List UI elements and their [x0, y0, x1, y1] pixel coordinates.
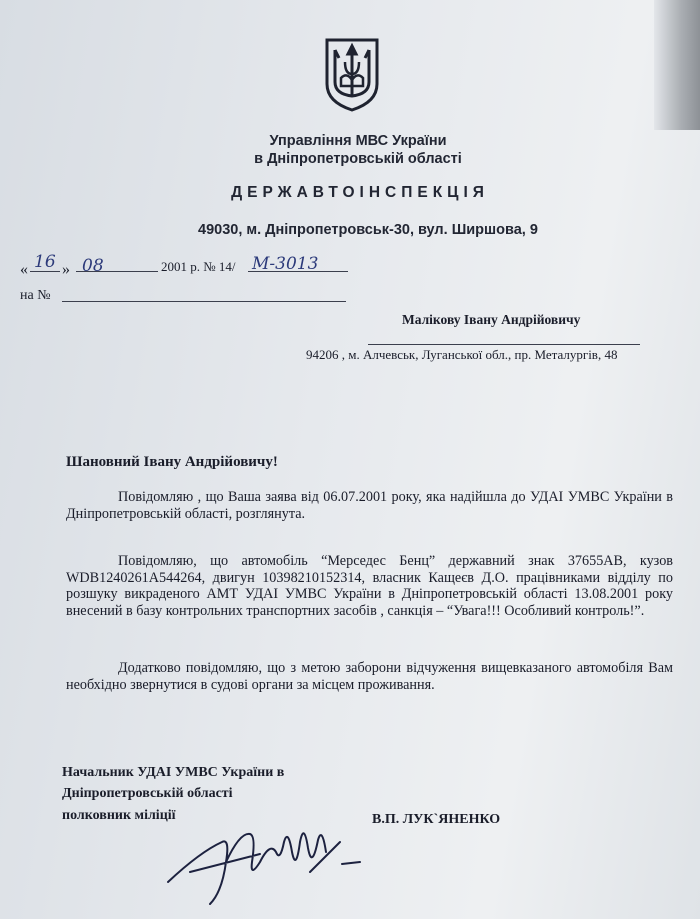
signatory-rank: полковник міліції	[62, 808, 176, 823]
signatory-name: В.П. ЛУК`ЯНЕНКО	[372, 812, 501, 827]
salutation: Шановний Івану Андрійовичу!	[66, 454, 278, 470]
header-ministry: Управління МВС України	[269, 133, 447, 149]
page-edge-shadow	[654, 0, 700, 130]
date-year-number: 2001 р. № 14/	[161, 259, 236, 274]
date-close-quote: »	[62, 261, 70, 278]
signatory-title-2: Дніпропетровській області	[62, 786, 233, 801]
date-month-line	[76, 271, 158, 272]
letter-number-line	[248, 271, 348, 272]
date-day: 16	[34, 252, 56, 272]
trident-coat-of-arms-icon	[323, 38, 381, 112]
header-organization: ДЕРЖАВТОІНСПЕКЦІЯ	[231, 184, 489, 201]
date-open-quote: «	[20, 261, 28, 278]
date-month: 08	[82, 256, 104, 276]
reference-line	[62, 301, 346, 302]
recipient-address: 94206 , м. Алчевськ, Луганської обл., пр. Металургів, 48	[306, 347, 618, 362]
letter-number: М-3013	[252, 254, 319, 274]
recipient-line	[368, 344, 640, 345]
reference-label: на №	[20, 288, 51, 303]
paragraph-1: Повідомляю , що Ваша заява від 06.07.2001 року, яка надійшла до УДАІ УМВС України в Дніпропетровській області, розглянута.	[66, 489, 673, 522]
header-region: в Дніпропетровській області	[254, 151, 462, 167]
signatory-title-1: Начальник УДАІ УМВС України в	[62, 765, 285, 780]
paragraph-3: Додатково повідомляю, що з метою заборони відчуження вищевказаного автомобіля Вам необхідно звернутися в судові органи за місцем проживання.	[66, 660, 673, 693]
recipient-name: Малікову Івану Андрійовичу	[402, 312, 581, 327]
date-day-line	[30, 271, 60, 272]
handwritten-signature	[160, 812, 390, 907]
header-address: 49030, м. Дніпропетровськ-30, вул. Ширшова, 9	[198, 222, 538, 238]
paragraph-2: Повідомляю, що автомобіль “Мерседес Бенц” державний знак 37655АВ, кузов WDB1240261A544264, двигун 10398210152314, власник Кащеєв Д.О. працівниками відділу по розшуку викраденого АМТ УДАІ УМВС України в Дніпропетровській області 13.08.2001 року внесений в базу контрольних транспортних засобів , санкція – “Увага!!! Особливий контроль!”.	[66, 553, 673, 619]
